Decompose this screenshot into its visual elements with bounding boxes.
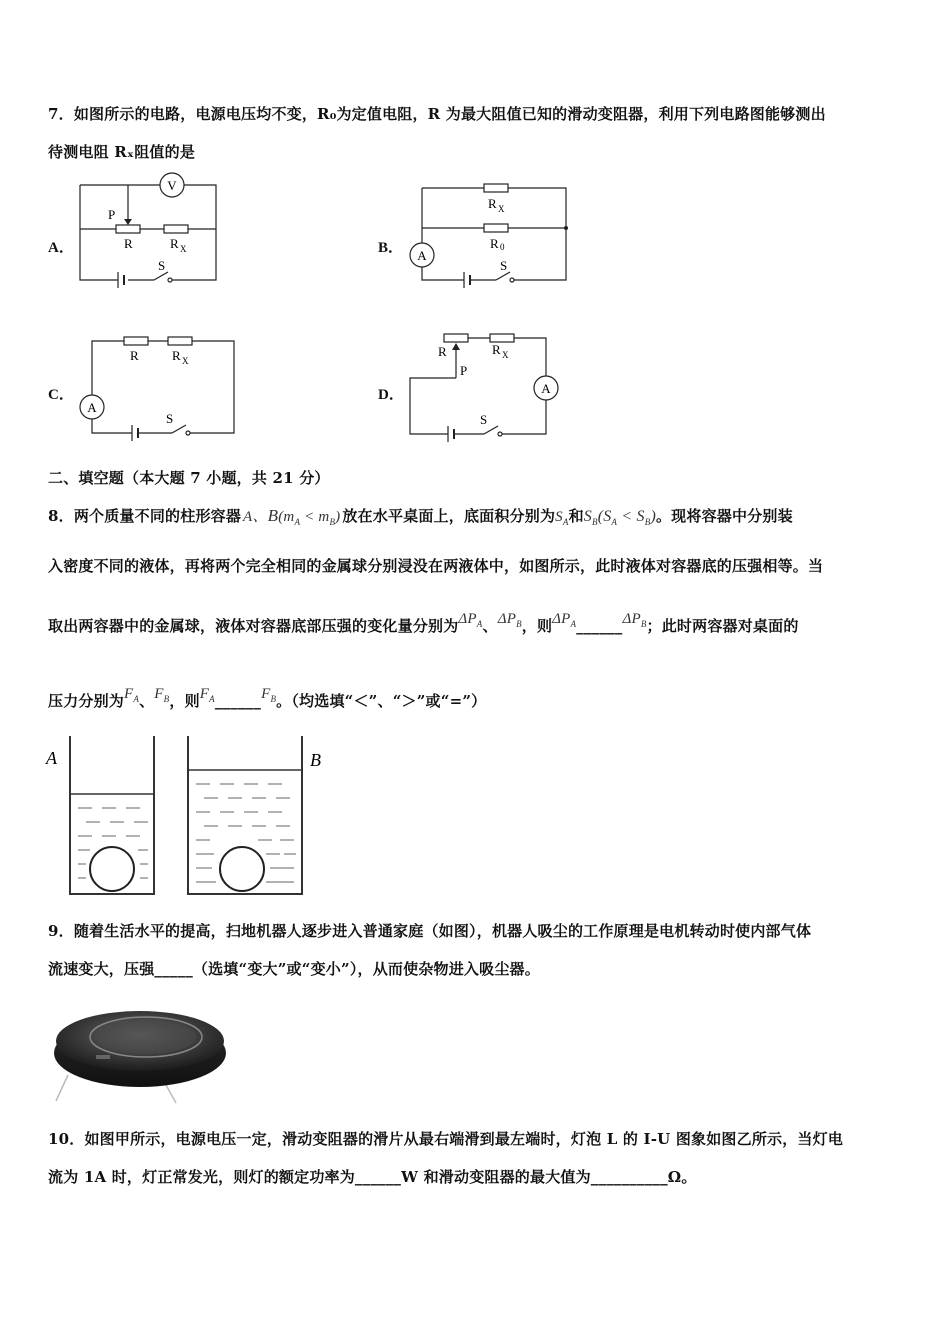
switch-s-text-d: S <box>480 412 488 427</box>
q8-l4e: 。（均选填“＜”、“＞”或“=”） <box>276 692 487 710</box>
rx-sub-text-d: X <box>502 350 509 360</box>
voltmeter-v-text: V <box>167 178 177 193</box>
rheostat-r-text-a: R <box>124 236 133 251</box>
math-sb: S <box>583 508 592 525</box>
q10-text-line1: 10．如图甲所示，电源电压一定，滑动变阻器的滑片从最右端滑到最左端时，灯泡 L 的 I-U 图象如图乙所示，当灯电 <box>48 1130 844 1148</box>
rx-r-text-d: R <box>492 342 501 357</box>
ammeter-a-text-d: A <box>541 381 551 396</box>
math-sb2: S <box>636 508 645 525</box>
robot-vacuum-image <box>46 995 236 1105</box>
math-dpa2: ΔP <box>552 611 571 627</box>
math-sb2-sub: B <box>644 517 651 528</box>
r0-sub-text-b: 0 <box>500 242 505 252</box>
q8-l3c: ，则 <box>521 617 553 635</box>
container-a-label: A <box>46 748 57 768</box>
switch-s-text-a: S <box>158 258 166 273</box>
switch-s-text-b: S <box>500 258 508 273</box>
math-dpa: ΔP <box>458 611 477 627</box>
math-dpb2: ΔP <box>622 611 641 627</box>
circuit-b-diagram <box>410 178 570 288</box>
r0-r-text-b: R <box>490 236 499 251</box>
slider-p-text-d: P <box>460 363 468 378</box>
rx-sub-text-a: X <box>180 244 187 254</box>
math-sep: 、 <box>252 509 268 525</box>
math-dpa-sub: A <box>476 619 483 629</box>
q8-l4b: 、 <box>139 692 155 710</box>
q9-text-line1: 9．随着生活水平的提高，扫地机器人逐步进入普通家庭（如图），机器人吸尘的工作原理是电机转动时使内部气体 <box>48 922 812 940</box>
q8-l1d: 。现将容器中分别装 <box>655 507 793 525</box>
slider-p-text-a: P <box>108 207 116 222</box>
math-sa2-sub: A <box>611 517 618 528</box>
math-sa-sub: A <box>562 517 569 527</box>
option-c-label: C． <box>48 387 74 403</box>
math-fa: F <box>124 686 134 702</box>
q10-text-line2: 流为 1A 时，灯正常发光，则灯的额定功率为______W 和滑动变阻器的最大值为__________Ω。 <box>48 1168 697 1186</box>
rheostat-r-text-c: R <box>130 348 139 363</box>
rx-r-text-a: R <box>170 236 179 251</box>
math-b: B <box>267 506 279 525</box>
q8-text-line4 <box>48 686 487 712</box>
q8-blank-1: ______ <box>576 617 623 635</box>
math-fa2: F <box>199 686 210 702</box>
math-fb2-sub: B <box>270 694 277 704</box>
rheostat-r-text-d: R <box>438 344 447 359</box>
rx-sub-text-b: X <box>498 204 505 214</box>
math-fa-sub: A <box>133 694 140 704</box>
math-fb2: F <box>261 686 271 702</box>
math-dpb: ΔP <box>497 611 517 627</box>
option-b-label: B． <box>378 240 404 256</box>
containers-figure <box>44 736 344 901</box>
math-sa: S <box>555 509 563 525</box>
option-d-label: D． <box>378 387 404 403</box>
math-mb-sub: B <box>329 517 336 527</box>
q7-text-line1: 7．如图所示的电路，电源电压均不变，R₀为定值电阻，R 为最大阻值已知的滑动变阻器，利用下列电路图能够测出 <box>48 105 826 123</box>
circuit-a-diagram <box>76 175 226 290</box>
rx-r-text-c: R <box>172 348 181 363</box>
q8-text-line2: 入密度不同的液体，再将两个完全相同的金属球分别浸没在两液体中，如图所示，此时液体对容器底的压强相等。当 <box>48 557 824 575</box>
math-sa2: S <box>603 508 612 525</box>
section-2-heading: 二、填空题（本大题 7 小题，共 21 分） <box>48 469 330 487</box>
q8-blank-2: ______ <box>214 692 262 710</box>
q9-text-line2: 流速变大，压强_____（选填“变大”或“变小”），从而使杂物进入吸尘器。 <box>48 960 540 978</box>
switch-s-text-c: S <box>166 411 174 426</box>
q8-l3e: ；此时两容器对桌面的 <box>646 617 799 635</box>
math-mb: m <box>318 509 330 525</box>
ammeter-a-text-c: A <box>87 400 97 415</box>
rx-r-text-b: R <box>488 196 497 211</box>
rx-sub-text-c: X <box>182 356 189 366</box>
math-fb: F <box>154 686 164 702</box>
ammeter-a-text-b: A <box>417 248 427 263</box>
metal-ball-b <box>220 847 264 891</box>
math-ma: m <box>283 509 295 525</box>
q8-l1a: 8．两个质量不同的柱形容器 <box>48 507 242 525</box>
math-ma-sub: A <box>294 517 301 527</box>
q7-text-line2: 待测电阻 Rₓ阻值的是 <box>48 143 196 161</box>
q8-text-line3 <box>48 611 799 637</box>
math-fa2-sub: A <box>209 694 215 704</box>
circuit-c-diagram <box>78 333 238 443</box>
math-fb-sub: B <box>163 694 170 704</box>
math-dpb-sub: B <box>516 619 522 629</box>
q8-l3b: 、 <box>482 617 498 635</box>
q8-l1c: 和 <box>568 507 584 525</box>
math-a: A <box>243 509 253 525</box>
container-b-label: B <box>310 750 321 770</box>
q8-l1b: 放在水平桌面上，底面积分别为 <box>342 507 556 525</box>
q8-l4c: ，则 <box>169 692 200 710</box>
q8-text-line1: 8．两个质量不同的柱形容器 A、$B(m_A < m_B)$ 放在水平桌面上，底面积分别为$S_A$和$S_B(S_A < S_B)$。现将容器中分别装 <box>48 506 793 528</box>
metal-ball-a <box>90 847 134 891</box>
math-dpb2-sub: B <box>640 619 647 629</box>
math-sb-sub: B <box>591 517 598 528</box>
q8-l4a: 压力分别为 <box>48 692 125 710</box>
math-dpa2-sub: A <box>570 619 577 629</box>
math-lt: < <box>304 509 315 525</box>
q8-l3a: 取出两容器中的金属球，液体对容器底部压强的变化量分别为 <box>48 617 459 635</box>
option-a-label: A． <box>48 240 74 256</box>
circuit-d-diagram <box>406 330 566 440</box>
